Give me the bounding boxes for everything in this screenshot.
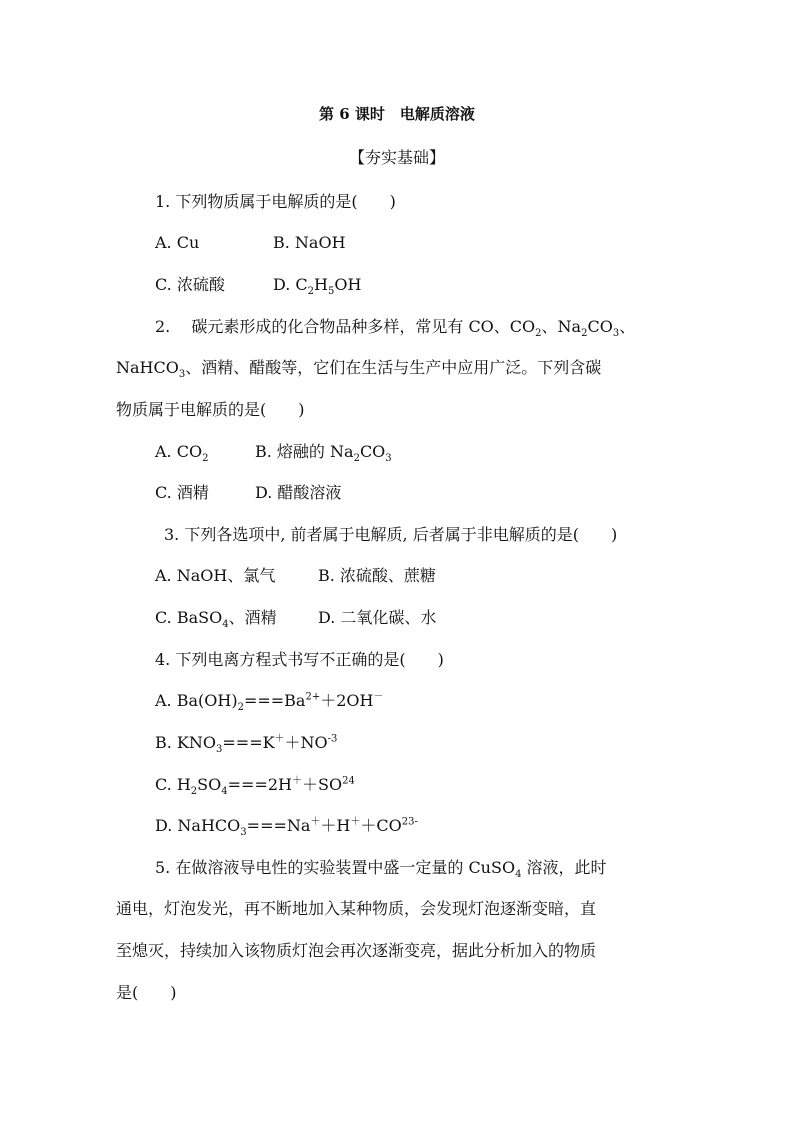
question-2-option-b: B. 熔融的 $Na_2CO_3$ <box>255 442 392 465</box>
question-4-option-b: B. $KNO_3===K^++NO^{-3}$ <box>155 733 338 756</box>
question-5-line-2: 通电，灯泡发光，再不断地加入某种物质，会发现灯泡逐渐变暗，直 <box>116 899 597 918</box>
question-4-option-d: D. $NaHCO_3===Na^++H^++CO^{23-}$ <box>155 816 418 839</box>
page-title: 第 6 课时 电解质溶液 <box>319 105 475 123</box>
question-4-stem: 4. 下列电离方程式书写不正确的是( ) <box>155 650 444 669</box>
question-4-option-c: C. $H_2SO_4===2H^++SO^{24}$ <box>155 775 355 798</box>
question-1-option-a: A. Cu <box>155 233 200 252</box>
question-3-option-c: C. BaSO$_4$、酒精 <box>155 608 277 631</box>
question-3-stem: 3. 下列各选项中, 前者属于电解质, 后者属于非电解质的是( ) <box>164 525 618 544</box>
section-heading: 【夯实基础】 <box>348 148 445 167</box>
question-4-option-a: A. $Ba(OH)_2===Ba^{2+}+2OH^-$ <box>155 691 384 714</box>
question-2-line-3: 物质属于电解质的是( ) <box>116 400 305 419</box>
question-5-line-1: 5. 在做溶液导电性的实验装置中盛一定量的 CuSO$_4$ 溶液，此时 <box>155 858 607 881</box>
question-2-line-2: NaHCO$_3$、酒精、醋酸等，它们在生活与生产中应用广泛。下列含碳 <box>116 358 602 381</box>
question-2-option-d: D. 醋酸溶液 <box>255 483 342 502</box>
question-3-option-a: A. NaOH、氯气 <box>155 566 276 585</box>
question-1-option-c: C. 浓硫酸 <box>155 275 225 294</box>
question-3-option-b: B. 浓硫酸、蔗糖 <box>318 566 436 585</box>
question-2-option-a: A. $CO_2$ <box>155 442 209 465</box>
question-1-option-d: D. $C_2H_5OH$ <box>273 275 362 298</box>
question-1-stem: 1. 下列物质属于电解质的是( ) <box>155 192 396 211</box>
question-5-line-3: 至熄灭，持续加入该物质灯泡会再次逐渐变亮，据此分析加入的物质 <box>116 941 597 960</box>
question-3-option-d: D. 二氧化碳、水 <box>318 608 437 627</box>
question-2-option-c: C. 酒精 <box>155 483 209 502</box>
question-5-line-4: 是( ) <box>116 983 177 1002</box>
question-1-option-b: B. NaOH <box>273 233 346 252</box>
question-2-line-1: 2. 碳元素形成的化合物品种多样，常见有 CO、$CO_2$、$Na_2CO_3$、 <box>155 317 636 340</box>
